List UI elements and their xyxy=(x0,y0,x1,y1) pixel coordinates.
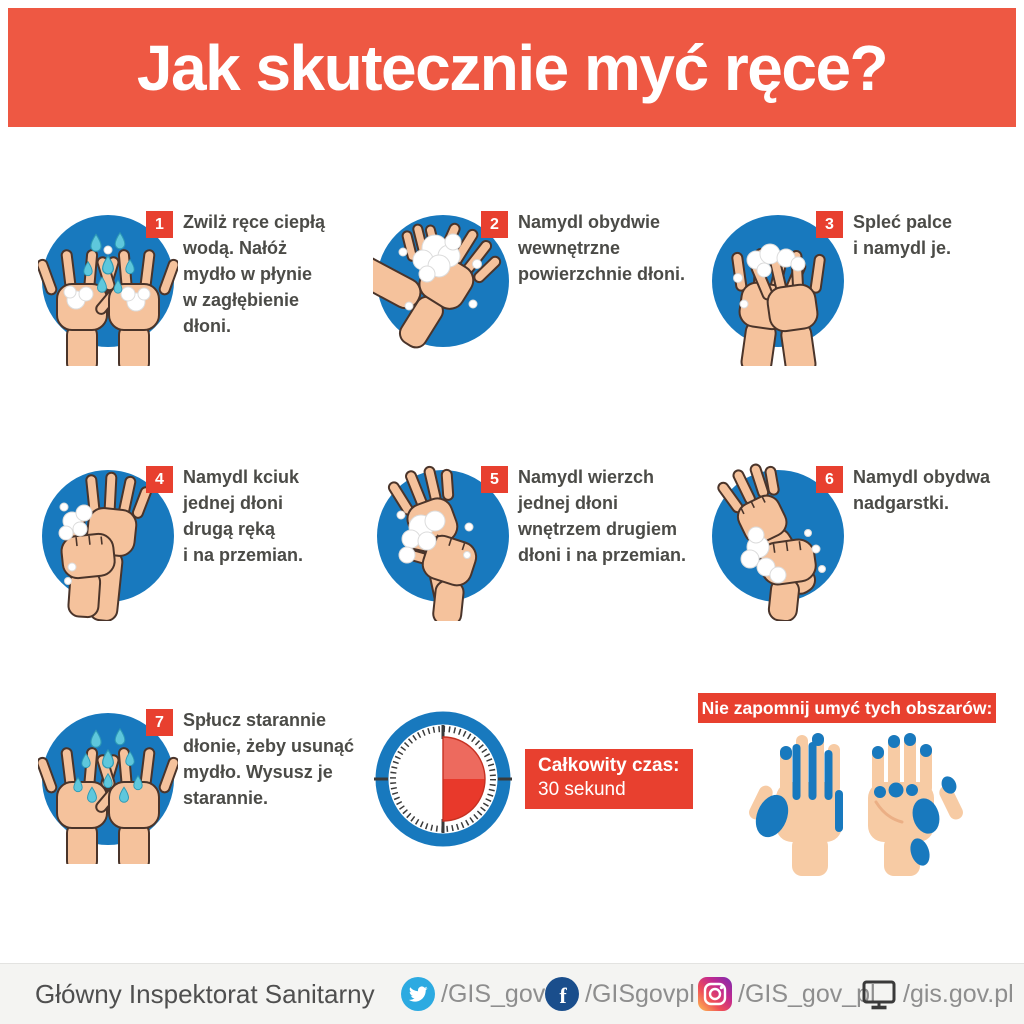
step-4 xyxy=(30,458,364,658)
social-website[interactable] xyxy=(860,964,1014,1024)
step-number-badge: 7 xyxy=(146,709,173,736)
step-text: Spłucz starannie dłonie, żeby usunąć mydło. Wysusz je starannie. xyxy=(183,710,355,808)
title-banner xyxy=(8,8,1016,127)
step-5 xyxy=(365,458,699,658)
step-7 xyxy=(30,701,364,901)
social-facebook[interactable] xyxy=(544,964,695,1024)
hand-areas-back-and-palm-icon xyxy=(736,730,976,890)
monitor-icon xyxy=(860,976,898,1012)
timer-half-dial-icon xyxy=(373,706,513,852)
twitter-handle[interactable]: /GIS_gov xyxy=(441,979,546,1008)
step-6 xyxy=(700,458,1024,658)
step-2 xyxy=(365,203,699,403)
total-time-box xyxy=(525,749,693,809)
organization-name: Główny Inspektorat Sanitarny xyxy=(35,978,375,1009)
step-number-badge: 3 xyxy=(816,211,843,238)
step-text: Spleć palce i namydl je. xyxy=(853,212,953,258)
page-title: Jak skutecznie myć ręce? xyxy=(136,31,888,104)
total-time-panel xyxy=(365,701,699,901)
social-twitter[interactable] xyxy=(400,964,545,1024)
step-3 xyxy=(700,203,1024,403)
step-number-badge: 4 xyxy=(146,466,173,493)
step-number-badge: 1 xyxy=(146,211,173,238)
svg-text:f: f xyxy=(559,983,567,1008)
step-text: Namydl kciuk jednej dłoni drugą ręką i na przemian. xyxy=(183,467,304,565)
step-text: Namydl wierzch jednej dłoni wnętrzem drugiem dłoni i na przemian. xyxy=(518,467,687,565)
reminder-banner: Nie zapomnij umyć tych obszarów: xyxy=(698,693,996,723)
total-time-value: 30 sekund xyxy=(538,779,626,800)
reminder-panel xyxy=(690,690,1024,900)
step-text: Zwilż ręce ciepłą wodą. Nałóż mydło w płynie w zagłębienie dłoni. xyxy=(183,212,326,336)
website-handle[interactable]: /gis.gov.pl xyxy=(903,979,1014,1008)
twitter-icon xyxy=(400,976,436,1012)
step-number-badge: 6 xyxy=(816,466,843,493)
footer xyxy=(0,963,1024,1024)
step-number-badge: 2 xyxy=(481,211,508,238)
step-text: Namydl obydwie wewnętrzne powierzchnie dłoni. xyxy=(518,212,686,284)
step-1 xyxy=(30,203,364,403)
facebook-handle[interactable]: /GISgovpl xyxy=(585,979,695,1008)
step-text: Namydl obydwa nadgarstki. xyxy=(853,467,991,513)
total-time-label: Całkowity czas: xyxy=(538,755,680,776)
instagram-icon xyxy=(697,976,733,1012)
social-instagram[interactable] xyxy=(697,964,876,1024)
instagram-handle[interactable]: /GIS_gov_pl xyxy=(738,979,876,1008)
facebook-icon xyxy=(544,976,580,1012)
step-number-badge: 5 xyxy=(481,466,508,493)
